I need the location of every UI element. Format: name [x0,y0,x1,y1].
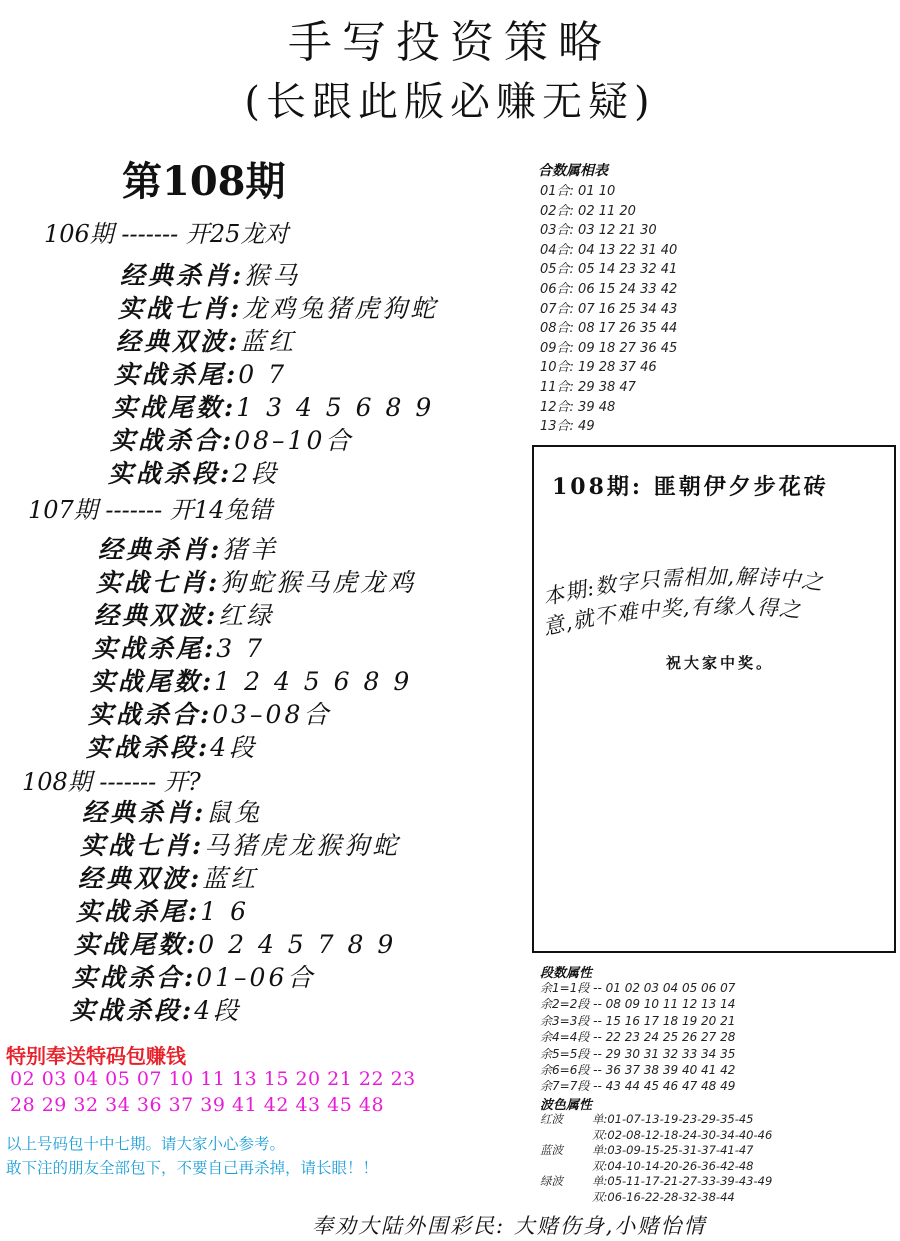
riddle-line: 108期: 匪朝伊夕步花砖 [552,474,829,500]
riddle-poem-line2: 意,就不难中奖,有缘人得之 [540,594,803,640]
sum-table-row: 02合: 02 11 20 [540,203,636,219]
wave-row: 双:02-08-12-18-24-30-34-40-46 [592,1127,773,1142]
period-107-row: 实战七肖:狗蛇猴马虎龙鸡 [96,568,417,597]
promo-numbers-line1: 02 03 04 05 07 10 11 13 15 20 21 22 23 [10,1068,416,1090]
segment-row: 余3=3段 -- 15 16 17 18 19 20 21 [540,1013,736,1028]
promo-title: 特别奉送特码包赚钱 [6,1044,186,1068]
period-108-row: 经典双波:蓝红 [78,864,259,893]
period-107-row: 实战杀段:4段 [86,733,258,762]
sum-table-row: 10合: 19 28 37 46 [540,360,657,376]
period-108-row: 经典杀肖:鼠兔 [82,798,263,827]
sum-table-row: 04合: 04 13 22 31 40 [540,242,678,258]
issue-number: 第108期 [122,158,286,205]
sum-table-row: 13合: 49 [540,419,595,435]
segment-row: 余7=7段 -- 43 44 45 46 47 48 49 [540,1079,736,1094]
period-107-header: 107期 ------- 开14兔错 [28,496,273,524]
period-106-row: 实战尾数:1 3 4 5 6 8 9 [112,393,435,422]
period-107-row: 经典杀肖:猪羊 [98,535,279,564]
period-108-row: 实战杀合:01–06合 [72,963,316,992]
period-108-row: 实战七肖:马猪虎龙猴狗蛇 [80,831,401,860]
period-108-row: 实战杀尾:1 6 [76,897,249,926]
segment-table [540,980,735,1095]
period-106-header: 106期 ------- 开25龙对 [44,220,289,248]
sum-table-row: 09合: 09 18 27 36 45 [540,340,678,356]
period-108-row: 实战尾数:0 2 4 5 7 8 9 [74,930,397,959]
segment-row: 余6=6段 -- 36 37 38 39 40 41 42 [540,1063,736,1078]
period-106-row: 实战杀段:2段 [108,459,280,488]
period-108-header: 108期 ------- 开? [22,768,201,796]
sum-table [540,182,677,437]
riddle-poem [540,560,890,650]
subtitle: (长跟此版必赚无疑) [244,79,656,125]
sum-table-row: 08合: 08 17 26 35 44 [540,321,678,337]
sum-table-row: 12合: 39 48 [540,399,616,415]
wave-row: 双:06-16-22-28-32-38-44 [592,1189,735,1204]
period-106-row: 经典杀肖:猴马 [120,261,301,290]
sum-table-title: 合数属相表 [538,163,608,179]
sum-table-row: 01合: 01 10 [540,184,616,199]
period-106-row: 实战杀尾:0 7 [114,360,287,389]
footer-advice: 奉劝大陆外围彩民: 大赌伤身,小赌怡情 [312,1214,707,1238]
sum-table-row: 03合: 03 12 21 30 [540,223,657,239]
period-106-row: 实战七肖:龙鸡兔猪虎狗蛇 [118,294,439,323]
wave-table-title: 波色属性 [540,1098,593,1113]
period-106-row: 实战杀合:08–10合 [110,426,354,455]
segment-row: 余1=1段 -- 01 02 03 04 05 06 07 [540,981,736,995]
sum-table-row: 06合: 06 15 24 33 42 [540,281,678,297]
sum-table-row: 05合: 05 14 23 32 41 [540,262,678,278]
wave-row: 红波 单:01-07-13-19-23-29-35-45 [540,1112,754,1126]
sum-table-row: 07合: 07 16 25 34 43 [540,301,678,317]
period-107-row: 实战杀尾:3 7 [92,634,265,663]
wave-row: 绿波 单:05-11-17-21-27-33-39-43-49 [540,1174,773,1189]
period-108-row: 实战杀段:4段 [70,996,242,1025]
period-107-row: 经典双波:红绿 [94,601,275,630]
segment-table-title: 段数属性 [540,966,593,981]
period-107-row: 实战杀合:03–08合 [88,700,332,729]
wave-table [540,1112,772,1206]
wish-text: 祝大家中奖。 [666,654,775,672]
promo-numbers-line2: 28 29 32 34 36 37 39 41 42 43 45 48 [10,1094,385,1116]
period-107-row: 实战尾数:1 2 4 5 6 8 9 [90,667,413,696]
wave-row: 双:04-10-14-20-26-36-42-48 [592,1158,754,1173]
riddle-box [532,445,896,953]
segment-row: 余4=4段 -- 22 23 24 25 26 27 28 [540,1030,736,1045]
promo-note-2: 敢下注的朋友全部包下，不要自己再杀掉，请长眼！！ [6,1159,379,1177]
main-title: 手写投资策略 [288,17,612,68]
segment-row: 余5=5段 -- 29 30 31 32 33 34 35 [540,1046,736,1061]
period-106-row: 经典双波:蓝红 [116,327,297,356]
promo-note-1: 以上号码包十中七期。请大家小心参考。 [6,1135,286,1153]
wave-row: 蓝波 单:03-09-15-25-31-37-41-47 [540,1143,754,1158]
sum-table-row: 11合: 29 38 47 [540,379,636,395]
riddle-poem-line1: 本期:数字只需相加,解诗中之 [540,564,825,610]
segment-row: 余2=2段 -- 08 09 10 11 12 13 14 [540,997,736,1012]
